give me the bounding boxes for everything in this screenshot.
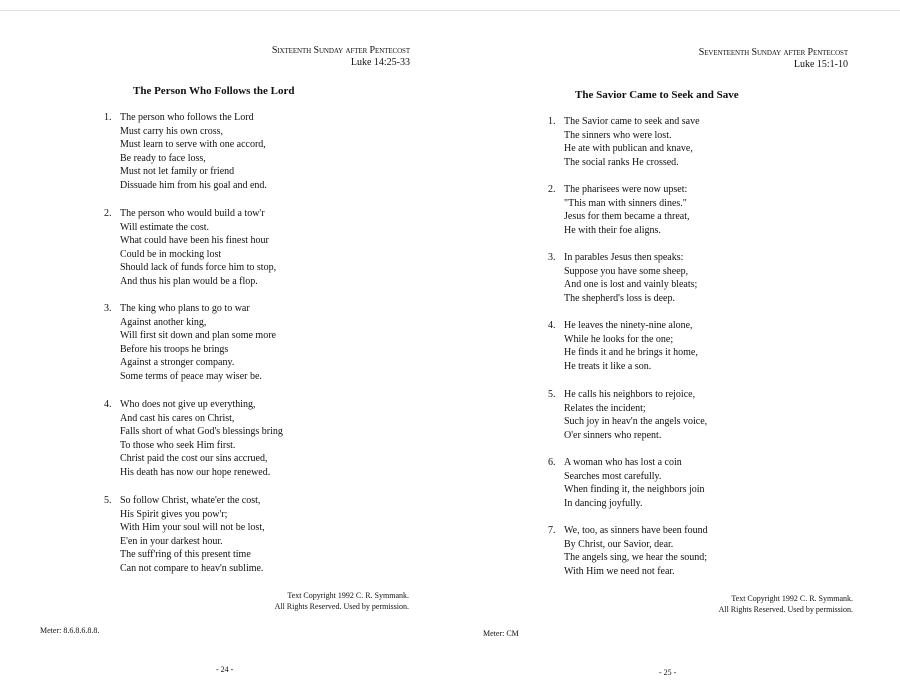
verse-line: The sinners who were lost. bbox=[564, 129, 672, 141]
verse-line: He leaves the ninety-nine alone, bbox=[564, 320, 693, 331]
verse-number: 3. bbox=[548, 252, 556, 263]
permission-line: All Rights Reserved. Used by permission. bbox=[274, 602, 409, 611]
verse-line: The person who would build a tow'r bbox=[120, 208, 265, 219]
verse-4 bbox=[104, 398, 283, 480]
verse-line: He finds it and he brings it home, bbox=[564, 347, 698, 359]
permission-line: All Rights Reserved. Used by permission. bbox=[718, 605, 853, 614]
verse-line: The king who plans to go to war bbox=[120, 303, 250, 314]
verse-line: The social ranks He crossed. bbox=[564, 156, 679, 168]
verse-line: The pharisees were now upset: bbox=[564, 184, 688, 195]
verse-3 bbox=[104, 302, 276, 384]
verse-line: While he looks for the one; bbox=[564, 333, 674, 345]
verse-line: Will estimate the cost. bbox=[120, 221, 210, 233]
verse-line: And one is lost and vainly bleats; bbox=[564, 279, 698, 291]
verse-line: The person who follows the Lord bbox=[120, 112, 254, 123]
verse-line: Who does not give up everything, bbox=[120, 399, 256, 410]
verse-line: Some terms of peace may wiser be. bbox=[120, 370, 262, 382]
verse-5 bbox=[104, 494, 265, 576]
verse-line: E'en in your darkest hour. bbox=[120, 535, 223, 547]
verse-line: He ate with publican and knave, bbox=[564, 143, 693, 155]
verse-line: When finding it, the neighbors join bbox=[564, 484, 705, 496]
verse-line: In dancing joyfully. bbox=[564, 497, 643, 509]
verse-line: He treats it like a son. bbox=[564, 360, 652, 372]
verse-line: With Him your soul will not be lost, bbox=[120, 522, 265, 534]
verse-line: Could be in mocking lost bbox=[120, 248, 222, 260]
verse-line: Must learn to serve with one accord, bbox=[120, 139, 266, 151]
meter: Meter: CM bbox=[483, 629, 519, 638]
verse-6 bbox=[548, 456, 705, 510]
verse-1 bbox=[548, 115, 700, 169]
verse-number: 4. bbox=[548, 320, 556, 331]
scripture-reference: Luke 14:25-33 bbox=[350, 57, 410, 68]
verse-number: 3. bbox=[104, 303, 112, 314]
verse-number: 5. bbox=[548, 389, 556, 400]
verse-1 bbox=[104, 111, 267, 193]
verse-line: O'er sinners who repent. bbox=[564, 429, 662, 441]
hymn-title: The Person Who Follows the Lord bbox=[133, 85, 295, 97]
verse-4 bbox=[548, 319, 698, 373]
verse-number: 5. bbox=[104, 495, 112, 506]
verse-line: Jesus for them became a threat, bbox=[564, 211, 690, 223]
right-page bbox=[450, 0, 900, 696]
verse-line: Can not compare to heav'n sublime. bbox=[120, 562, 264, 574]
verse-line: His Spirit gives you pow'r; bbox=[120, 508, 228, 520]
copyright-line: Text Copyright 1992 C. R. Symmank. bbox=[731, 594, 853, 603]
page-header bbox=[272, 45, 410, 69]
sunday-title: Sixteenth Sunday after Pentecost bbox=[271, 45, 410, 56]
verse-line: Should lack of funds force him to stop, bbox=[120, 262, 277, 274]
verse-line: And thus his plan would be a flop. bbox=[120, 275, 258, 287]
verse-5 bbox=[548, 388, 707, 442]
verse-line: Falls short of what God's blessings bring bbox=[120, 426, 283, 438]
scripture-reference: Luke 15:1-10 bbox=[793, 59, 848, 70]
verse-line: In parables Jesus then speaks: bbox=[564, 252, 684, 263]
verse-line: The suff'ring of this present time bbox=[120, 549, 251, 561]
copyright-notice bbox=[275, 590, 409, 612]
verse-3 bbox=[548, 251, 697, 305]
page-number: - 24 - bbox=[216, 665, 234, 674]
verse-2 bbox=[104, 207, 276, 289]
verse-line: With Him we need not fear. bbox=[564, 565, 675, 577]
verse-line: Against another king, bbox=[120, 316, 207, 328]
verse-line: Against a stronger company. bbox=[120, 357, 235, 369]
verse-line: His death has now our hope renewed. bbox=[120, 466, 271, 478]
verse-2 bbox=[548, 183, 690, 237]
verse-line: To those who seek Him first. bbox=[120, 439, 236, 451]
verse-number: 6. bbox=[548, 457, 556, 468]
verse-line: We, too, as sinners have been found bbox=[564, 525, 708, 536]
verse-line: He calls his neighbors to rejoice, bbox=[564, 389, 696, 400]
verse-line: Must not let family or friend bbox=[120, 166, 235, 178]
copyright-notice bbox=[719, 593, 853, 615]
verse-line: Be ready to face loss, bbox=[120, 152, 206, 164]
verse-line: Will first sit down and plan some more bbox=[120, 330, 276, 342]
verse-line: Suppose you have some sheep, bbox=[564, 265, 689, 277]
verse-line: A woman who has lost a coin bbox=[564, 457, 682, 468]
verse-line: So follow Christ, whate'er the cost, bbox=[120, 495, 261, 506]
verse-line: Relates the incident; bbox=[564, 402, 646, 414]
verse-line: The angels sing, we hear the sound; bbox=[564, 552, 708, 564]
verse-number: 2. bbox=[104, 208, 112, 219]
verse-line: What could have been his finest hour bbox=[120, 235, 269, 247]
verse-number: 4. bbox=[104, 399, 112, 410]
meter: Meter: 8.6.8.6.8.8. bbox=[40, 626, 100, 635]
verse-number: 2. bbox=[548, 184, 556, 195]
verse-7 bbox=[548, 524, 708, 578]
verse-line: He with their foe aligns. bbox=[564, 224, 661, 236]
verse-line: "This man with sinners dines." bbox=[564, 197, 687, 209]
verse-line: Christ paid the cost our sins accrued, bbox=[120, 453, 268, 465]
verse-line: Before his troops he brings bbox=[120, 343, 229, 355]
verse-line: By Christ, our Savior, dear. bbox=[564, 538, 674, 550]
verse-line: Must carry his own cross, bbox=[120, 125, 224, 137]
verse-line: The Savior came to seek and save bbox=[564, 116, 700, 127]
verse-line: Dissuade him from his goal and end. bbox=[120, 179, 267, 191]
verse-line: The shepherd's loss is deep. bbox=[564, 292, 675, 304]
copyright-line: Text Copyright 1992 C. R. Symmank. bbox=[287, 591, 409, 600]
verse-line: Such joy in heav'n the angels voice, bbox=[564, 416, 708, 428]
page-number: - 25 - bbox=[659, 668, 677, 677]
hymn-title: The Savior Came to Seek and Save bbox=[575, 89, 739, 101]
verse-number: 7. bbox=[548, 525, 556, 536]
sunday-title: Seventeenth Sunday after Pentecost bbox=[698, 47, 848, 58]
verse-line: Searches most carefully. bbox=[564, 470, 662, 482]
verse-number: 1. bbox=[104, 112, 112, 123]
page-header bbox=[699, 47, 848, 71]
verse-line: And cast his cares on Christ, bbox=[120, 412, 235, 424]
verse-number: 1. bbox=[548, 116, 556, 127]
